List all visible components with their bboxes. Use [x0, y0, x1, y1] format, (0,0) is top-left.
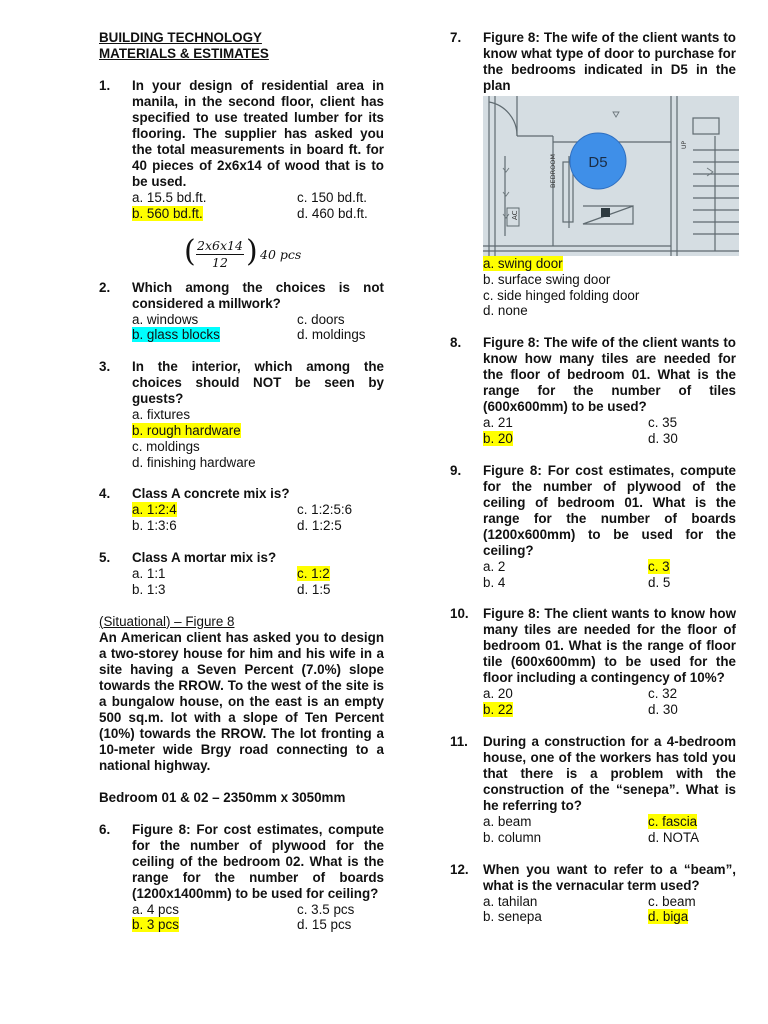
option-b: b. 4: [483, 574, 506, 590]
right-column: [450, 30, 736, 925]
option-a: a. 4 pcs: [132, 901, 179, 917]
option-d-answer: d. biga: [648, 909, 689, 925]
option-a: a. 2: [483, 558, 506, 574]
question-11: [450, 734, 736, 846]
question-3: [99, 359, 384, 470]
question-number: 3.: [99, 359, 111, 375]
options: [132, 566, 384, 598]
formula-fraction: [196, 238, 244, 270]
option-a-answer: a. swing door: [483, 256, 563, 271]
situational-heading: (Situational) – Figure 8: [99, 613, 235, 629]
bedroom-dimensions: Bedroom 01 & 02 – 2350mm x 3050mm: [99, 789, 346, 805]
option-b-answer: b. 20: [483, 430, 513, 446]
options: [483, 415, 736, 447]
option-c: c. 32: [648, 686, 678, 702]
question-number: 4.: [99, 486, 111, 502]
option-c: c. doors: [297, 311, 345, 327]
option-a: a. windows: [132, 311, 199, 327]
question-number: 7.: [450, 30, 462, 45]
question-2: [99, 280, 384, 344]
stair-mark: UP: [681, 140, 688, 149]
option-a: a. 21: [483, 415, 513, 431]
option-c: c. beam: [648, 893, 696, 909]
options: [132, 407, 384, 470]
option-c-answer: c. 3: [648, 558, 670, 574]
question-stem: In your design of residential area in manila, in the second floor, client has specified to use treated lumber for its flooring. The supplier has asked you the total measurements in board ft. for 40 pieces of 2x6x14 of wood that is to be used.: [132, 78, 384, 189]
question-number: 9.: [450, 462, 462, 478]
question-stem: Figure 8: For cost estimates, compute for the number of plywood for the ceiling of the bedroom 02. What is the range for the number of boards (1200x1400mm) to be used for ceiling?: [132, 821, 384, 901]
question-10: [450, 606, 736, 718]
question-number: 5.: [99, 549, 111, 565]
option-a: a. beam: [483, 813, 532, 829]
doc-title-line2: MATERIALS & ESTIMATES: [99, 46, 269, 61]
question-4: [99, 486, 384, 534]
option-b-answer: b. 560 bd.ft.: [132, 205, 203, 221]
formula-multiplier: 40 pcs: [260, 246, 302, 262]
option-a: a. 1:1: [132, 565, 166, 581]
option-b: b. senepa: [483, 909, 542, 925]
option-b-answer: b. glass blocks: [132, 327, 220, 343]
formula-denominator: 12: [212, 254, 228, 270]
option-b-answer: b. rough hardware: [132, 422, 241, 438]
question-number: 8.: [450, 335, 462, 351]
question-12: [450, 862, 736, 926]
option-c-answer: c. fascia: [648, 813, 698, 829]
panel-mark: AC: [511, 210, 519, 220]
option-b: b. 1:3: [132, 581, 166, 597]
floor-plan-drawing: [483, 96, 739, 256]
question-number: 11.: [450, 733, 468, 749]
doc-title-line1: BUILDING TECHNOLOGY: [99, 30, 262, 45]
question-stem: Figure 8: For cost estimates, compute for the number of plywood of the ceiling of bedroom 01. What is the range for the number of boards (1200x600mm) to be used for the ceiling?: [483, 462, 736, 558]
situational-block: [99, 614, 384, 774]
situational-text: An American client has asked you to design a two-storey house for him and his wife in a site having a Seven Percent (7.0%) slope towards the RROW. To the west of the site is a bungalow house, on the east is an empty 500 sq.m. lot with a slope of Ten Percent (10%) towards the RROW. The lot fronting a 10-meter wide Brgy road connecting to a national highway.: [99, 629, 384, 773]
option-c: c. 150 bd.ft.: [297, 190, 367, 205]
options: [483, 686, 736, 718]
option-a: a. tahilan: [483, 893, 538, 909]
option-d: d. 460 bd.ft.: [297, 205, 368, 221]
option-a-answer: a. 1:2:4: [132, 502, 177, 518]
option-c: c. moldings: [132, 438, 200, 454]
question-6: [99, 822, 384, 934]
left-column: [99, 30, 384, 933]
options: [483, 814, 736, 846]
d5-label: D5: [588, 154, 608, 171]
question-stem: During a construction for a 4-bedroom house, one of the workers has told you that there is a problem with the construction of the “senepa”. What is he referring to?: [483, 733, 736, 813]
formula-open-paren: (: [184, 233, 196, 269]
option-d: d. 1:2:5: [297, 518, 342, 534]
option-d: d. 30: [648, 430, 678, 446]
option-b: b. surface swing door: [483, 271, 611, 287]
options: [483, 256, 736, 319]
option-d: d. 5: [648, 574, 671, 590]
option-d: d. 1:5: [297, 581, 331, 597]
option-c: c. side hinged folding door: [483, 287, 640, 303]
options: [483, 894, 736, 926]
question-8: [450, 335, 736, 447]
option-c: c. 3.5 pcs: [297, 901, 355, 917]
question-stem: When you want to refer to a “beam”, what is the vernacular term used?: [483, 861, 736, 893]
option-c-answer: c. 1:2: [297, 565, 330, 581]
question-stem: Class A mortar mix is?: [132, 549, 277, 565]
room-label: BEDROOM: [549, 154, 557, 188]
option-a: a. 15.5 bd.ft.: [132, 190, 207, 205]
option-a: a. 20: [483, 686, 513, 702]
option-d: d. none: [483, 303, 528, 319]
question-stem: In the interior, which among the choices should NOT be seen by guests?: [132, 359, 384, 407]
option-c: c. 1:2:5:6: [297, 502, 353, 518]
question-number: 2.: [99, 279, 111, 295]
question-number: 6.: [99, 821, 111, 837]
options: [132, 190, 384, 222]
board-foot-formula: [184, 233, 384, 274]
options: [132, 902, 384, 934]
question-number: 1.: [99, 78, 111, 93]
question-stem: Which among the choices is not considered a millwork?: [132, 279, 384, 311]
options: [132, 502, 384, 534]
question-7-options: [450, 256, 736, 319]
question-stem: Figure 8: The client wants to know how many tiles are needed for the floor of bedroom 01. What is the range of floor tile (600x600mm) to be used for the floor including a contingency of 10%?: [483, 606, 736, 686]
question-5: [99, 550, 384, 598]
options: [483, 559, 736, 591]
question-stem: Figure 8: The wife of the client wants to know what type of door to purchase for the bedrooms indicated in D5 in the plan: [483, 30, 736, 93]
question-1: [99, 78, 384, 274]
option-b: b. 1:3:6: [132, 518, 177, 534]
option-d: d. finishing hardware: [132, 454, 256, 470]
option-d: d. NOTA: [648, 829, 700, 845]
question-7: [450, 30, 736, 94]
formula-close-paren: ): [246, 233, 258, 269]
option-b-answer: b. 3 pcs: [132, 917, 179, 933]
question-stem: Class A concrete mix is?: [132, 486, 290, 502]
question-number: 12.: [450, 861, 469, 877]
formula-numerator: 2x6x14: [197, 237, 243, 253]
question-9: [450, 463, 736, 591]
floor-plan-figure: [483, 96, 739, 256]
option-a: a. fixtures: [132, 407, 191, 423]
options: [132, 312, 384, 344]
option-b: b. column: [483, 829, 542, 845]
option-d: d. 30: [648, 702, 678, 718]
option-d: d. 15 pcs: [297, 917, 352, 933]
option-d: d. moldings: [297, 327, 366, 343]
option-c: c. 35: [648, 415, 678, 431]
question-stem: Figure 8: The wife of the client wants to know how many tiles are needed for the floor of bedroom 01. What is the range for the number of tiles (600x600mm) to be used?: [483, 335, 736, 415]
option-b-answer: b. 22: [483, 702, 513, 718]
question-number: 10.: [450, 606, 469, 622]
